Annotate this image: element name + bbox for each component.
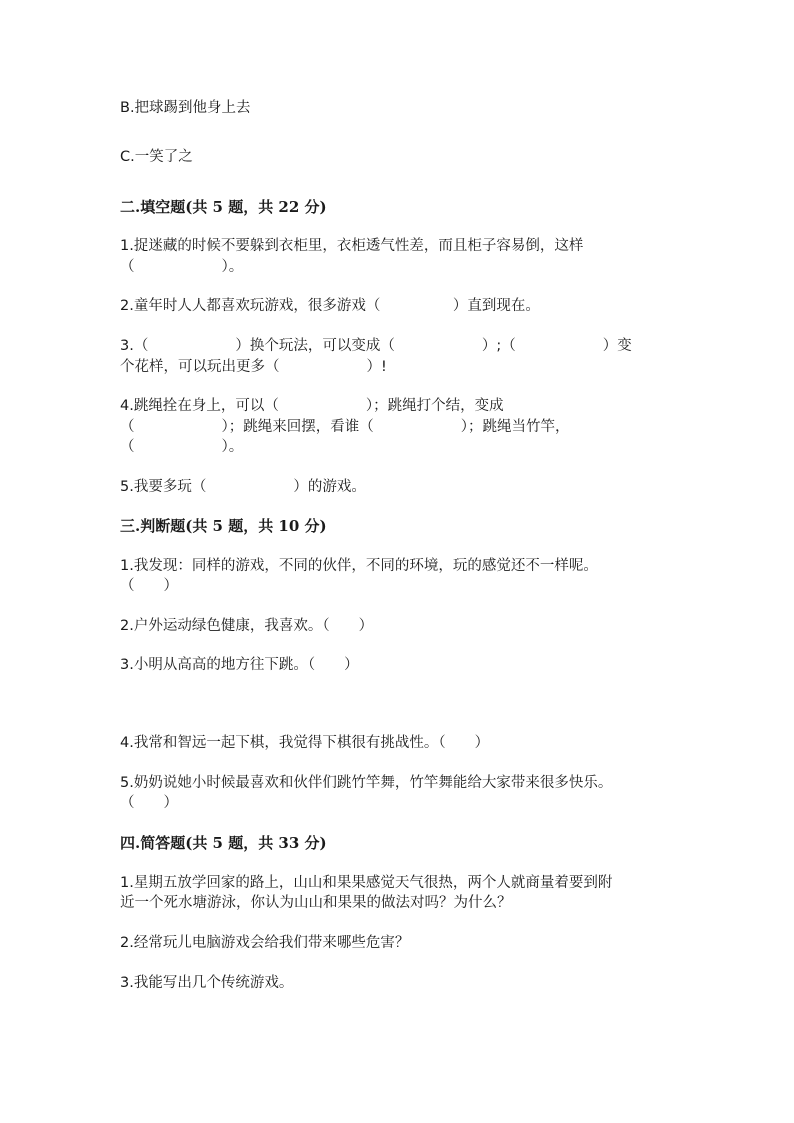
section-2-heading: 二.填空题(共 5 题，共 22 分) [120,198,327,216]
section-3-heading: 三.判断题(共 5 题，共 10 分) [120,517,327,535]
s2-q4-line3: （ ）。 [120,439,244,455]
s3-q5-line2: （ ） [120,795,178,811]
s2-q4-line2: （ ）；跳绳来回摆，看谁（ ）；跳绳当竹竿， [120,419,570,435]
s3-q2-line1: 2.户外运动绿色健康，我喜欢。（ ） [120,618,374,634]
s2-q4-line1: 4.跳绳拴在身上，可以（ ）；跳绳打个结，变成 [120,398,504,414]
s4-q3-line1: 3.我能写出几个传统游戏。 [120,975,294,991]
s4-q1-line1: 1.星期五放学回家的路上，山山和果果感觉天气很热，两个人就商量着要到附 [120,875,613,891]
s2-q1-line1: 1.捉迷藏的时候不要躲到衣柜里，衣柜透气性差，而且柜子容易倒，这样 [120,238,584,254]
s4-q1-line2: 近一个死水塘游泳，你认为山山和果果的做法对吗？为什么？ [120,895,512,911]
s3-q1-line2: （ ） [120,578,178,594]
s3-q3-line1: 3.小明从高高的地方往下跳。（ ） [120,657,359,673]
option-c: C.一笑了之 [120,149,193,165]
s2-q5-line1: 5.我要多玩（ ）的游戏。 [120,479,366,495]
s3-q5-line1: 5.奶奶说她小时候最喜欢和伙伴们跳竹竿舞，竹竿舞能给大家带来很多快乐。 [120,775,613,791]
s2-q2-line1: 2.童年时人人都喜欢玩游戏，很多游戏（ ）直到现在。 [120,298,540,314]
s4-q2-line1: 2.经常玩儿电脑游戏会给我们带来哪些危害？ [120,935,410,951]
s2-q3-line2: 个花样，可以玩出更多（ ）! [120,359,387,375]
option-b: B.把球踢到他身上去 [120,100,251,116]
s2-q3-line1: 3.（ ）换个玩法，可以变成（ ）;（ ）变 [120,338,632,354]
s3-q4-line1: 4.我常和智远一起下棋，我觉得下棋很有挑战性。（ ） [120,735,490,751]
s2-q1-line2: （ ）。 [120,259,244,275]
section-4-heading: 四.简答题(共 5 题，共 33 分) [120,834,327,852]
s3-q1-line1: 1.我发现：同样的游戏，不同的伙伴，不同的环境，玩的感觉还不一样呢。 [120,558,598,574]
